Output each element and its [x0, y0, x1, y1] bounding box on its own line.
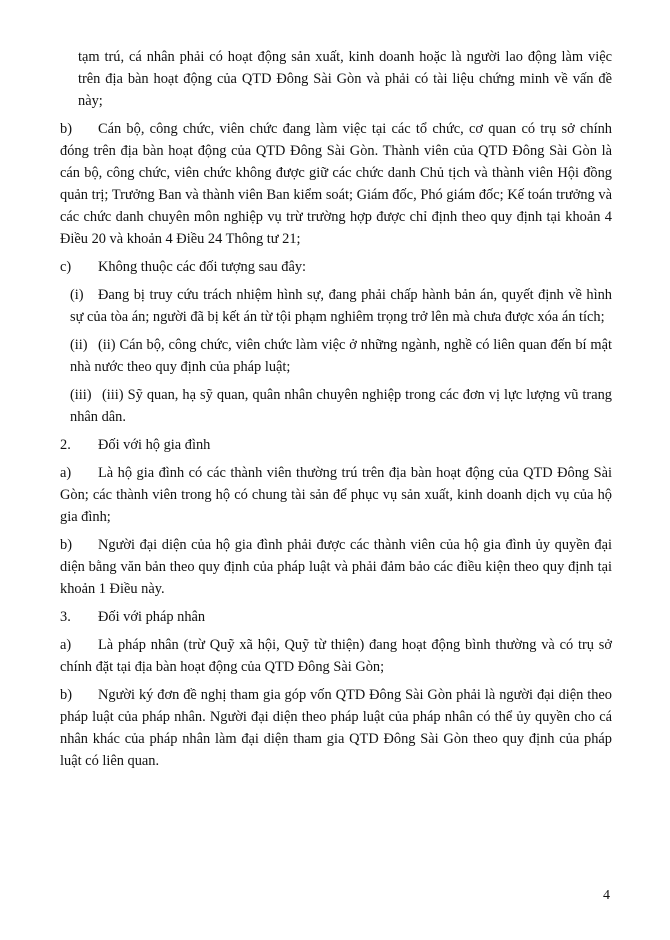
- item-ii: [60, 334, 612, 378]
- clause-text: Người đại diện của hộ gia đình phải được các thành viên của hộ gia đình ủy quyền đại diện bằng văn bản theo quy định của pháp luật và phải đảm bảo các điều kiện theo quy định tại khoản 1 Điều này.: [60, 537, 612, 597]
- clause-text: Cán bộ, công chức, viên chức đang làm việc tại các tổ chức, cơ quan có trụ sở chính đóng trên địa bàn hoạt động của QTD Đông Sài Gòn. Thành viên của QTD Đông Sài Gòn là cán bộ, công chức, viên chức không được giữ các chức danh Chủ tịch và thành viên Hội đồng quản trị; Trưởng Ban và thành viên Ban kiểm soát; Giám đốc, Phó giám đốc; Kế toán trưởng và các chức danh chuyên môn nghiệp vụ trừ trường hợp được chỉ định theo quy định tại khoản 4 Điều 20 và khoản 4 Điều 24 Thông tư 21;: [60, 121, 612, 247]
- clause-a-household: [60, 462, 612, 528]
- section-heading-legal-entity: [60, 606, 612, 628]
- clause-label: a): [60, 465, 72, 481]
- clause-label: b): [60, 537, 72, 553]
- section-title: Đối với hộ gia đình: [98, 437, 211, 453]
- clause-b-legal-representative: [60, 684, 612, 772]
- clause-label: a): [60, 637, 72, 653]
- paragraph-residence: [60, 46, 612, 112]
- clause-text: Là hộ gia đình có các thành viên thường trú trên địa bàn hoạt động của QTD Đông Sài Gòn; các thành viên trong hộ có chung tài sản để phục vụ sản xuất, kinh doanh dịch vụ của hộ gia đình;: [60, 465, 612, 525]
- clause-b-officials: [60, 118, 612, 250]
- clause-label: b): [60, 121, 72, 137]
- section-number: 3.: [60, 609, 71, 625]
- clause-text: Là pháp nhân (trừ Quỹ xã hội, Quỹ từ thiện) đang hoạt động bình thường và có trụ sở chính đặt tại địa bàn hoạt động của QTD Đông Sài Gòn;: [60, 637, 612, 675]
- item-label: (iii): [70, 387, 92, 403]
- section-heading-household: [60, 434, 612, 456]
- clause-label: c): [60, 259, 72, 275]
- clause-label: b): [60, 687, 72, 703]
- page-number: 4: [603, 888, 610, 903]
- item-text: (ii) Cán bộ, công chức, viên chức làm việc ở những ngành, nghề có liên quan đến bí mật nhà nước theo quy định của pháp luật;: [70, 337, 612, 375]
- item-iii: [60, 384, 612, 428]
- paragraph-text: tạm trú, cá nhân phải có hoạt động sản xuất, kinh doanh hoặc là người lao động làm việc trên địa bàn hoạt động của QTD Đông Sài Gòn và phải có tài liệu chứng minh về vấn đề này;: [78, 49, 612, 109]
- clause-text: Người ký đơn đề nghị tham gia góp vốn QTD Đông Sài Gòn phải là người đại diện theo pháp luật của pháp nhân. Người đại diện theo pháp luật của pháp nhân có thể ủy quyền cho cá nhân khác của pháp nhân làm đại diện tham gia QTD Đông Sài Gòn theo quy định của pháp luật có liên quan.: [60, 687, 612, 769]
- item-label: (i): [70, 287, 84, 303]
- item-label: (ii): [70, 337, 88, 353]
- clause-a-legal-entity: [60, 634, 612, 678]
- clause-text: Không thuộc các đối tượng sau đây:: [98, 259, 307, 275]
- clause-b-household-representative: [60, 534, 612, 600]
- item-text: (iii) Sỹ quan, hạ sỹ quan, quân nhân chuyên nghiệp trong các đơn vị lực lượng vũ trang nhân dân.: [70, 387, 612, 425]
- item-text: Đang bị truy cứu trách nhiệm hình sự, đang phải chấp hành bản án, quyết định về hình sự của tòa án; người đã bị kết án từ tội phạm nghiêm trọng trở lên mà chưa được xóa án tích;: [70, 287, 612, 325]
- section-title: Đối với pháp nhân: [98, 609, 206, 625]
- clause-c-exclusions: [60, 256, 612, 278]
- item-i: [60, 284, 612, 328]
- document-body: [60, 46, 612, 778]
- section-number: 2.: [60, 437, 71, 453]
